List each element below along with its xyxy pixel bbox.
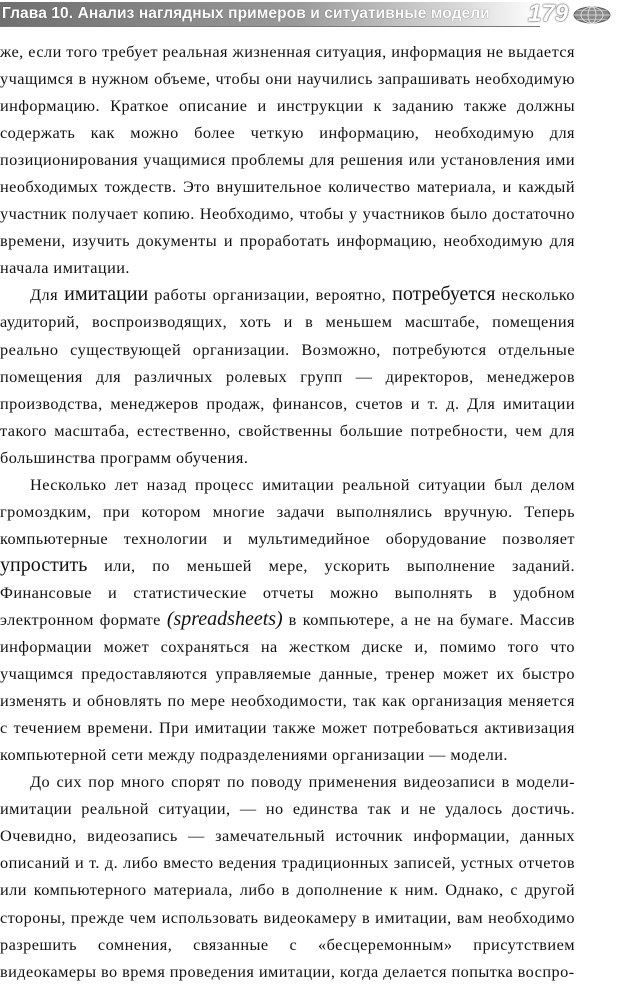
emphasized-word-uprostit: упростить [0, 553, 88, 576]
paragraph-3-text-2: или, по меньшей мере, ускорить выполнение заданий. Финансовые и статистические отчеты можно выполнять в удобном электронном формате [0, 555, 575, 629]
paragraph-1: же, если того требует реальная жизненная ситуация, информация не выдается учащимся в нужном объеме, чтобы они научились запрашивать необходимую информацию. Краткое описание и инструкции к заданию также должны содержать как можно более четкую информацию, необходимую для позиционирования учащимися проблемы для решения или установления ими необходимых тождеств. Это внушительное количество материала, и каждый участник получает копию. Необходимо, чтобы у участников было достаточно времени, изучить документы и проработать информацию, необходимую для начала имитации. [0, 42, 575, 278]
paragraph-2-text-1: Для [30, 285, 65, 305]
paragraph-4: До сих пор много спорят по поводу применения видеозаписи в модели-имитации реальной ситуации, — но единства так и не удалось достичь. Очевидно, видеозапись — замечательный источник информации, данных описаний и т. д. либо вместо ведения традиционных записей, устных отчетов или компьютерного материала, либо в дополнение к ним. Однако, с другой стороны, прежде чем использовать видеокамеру в имитации, вам необходимо разрешить сомнения, связанные с «бесцеремонным» присутствием видеокамеры во время проведения имитации, когда делается попытка воспро- [0, 772, 575, 981]
emphasized-word-potrebuetsya: потребуется [392, 283, 496, 306]
chapter-title: Глава 10. Анализ наглядных примеров и ситуативные модели [2, 5, 490, 22]
globe-icon [572, 6, 612, 24]
page-number: 179 [528, 0, 569, 27]
paragraph-2 [0, 281, 575, 470]
running-header [0, 0, 620, 30]
paragraph-2-text-3: несколько аудиторий, воспроизводящих, хоть и в меньшем масштабе, помещения реально существующей организации. Возможно, потребуются отдельные помещения для различных ролевых групп — директоров, менеджеров производства, менеджеров продаж, финансов, счетов и т. д. Для имитации такого масштаба, естественно, свойственны большие потребности, чем для большинства программ обучения. [0, 285, 575, 467]
paragraph-3-text-1: Несколько лет назад процесс имитации реальной ситуации был делом громоздким, при котором многие задачи выполнялись вручную. Теперь компьютерные технологии и мультимедийное оборудование позволяет [0, 474, 575, 548]
emphasized-word-imitatsii: имитации [64, 283, 149, 306]
page-body [0, 38, 575, 985]
paragraph-2-text-2: работы организации, вероятно, [148, 285, 393, 305]
emphasized-word-spreadsheets: (spreadsheets) [166, 607, 283, 630]
paragraph-3 [0, 471, 575, 769]
paragraph-3-text-3: в компьютере, а не на бумаге. Массив информации может сохраняться на жестком диске и, помимо того что учащимся предоставляются управляемые данные, тренер может их быстро изменять и обновлять по мере необходимости, так как организация меняется с течением времени. При имитации также может потребоваться активизация компьютерной сети между подразделениями организации — модели. [0, 609, 575, 765]
